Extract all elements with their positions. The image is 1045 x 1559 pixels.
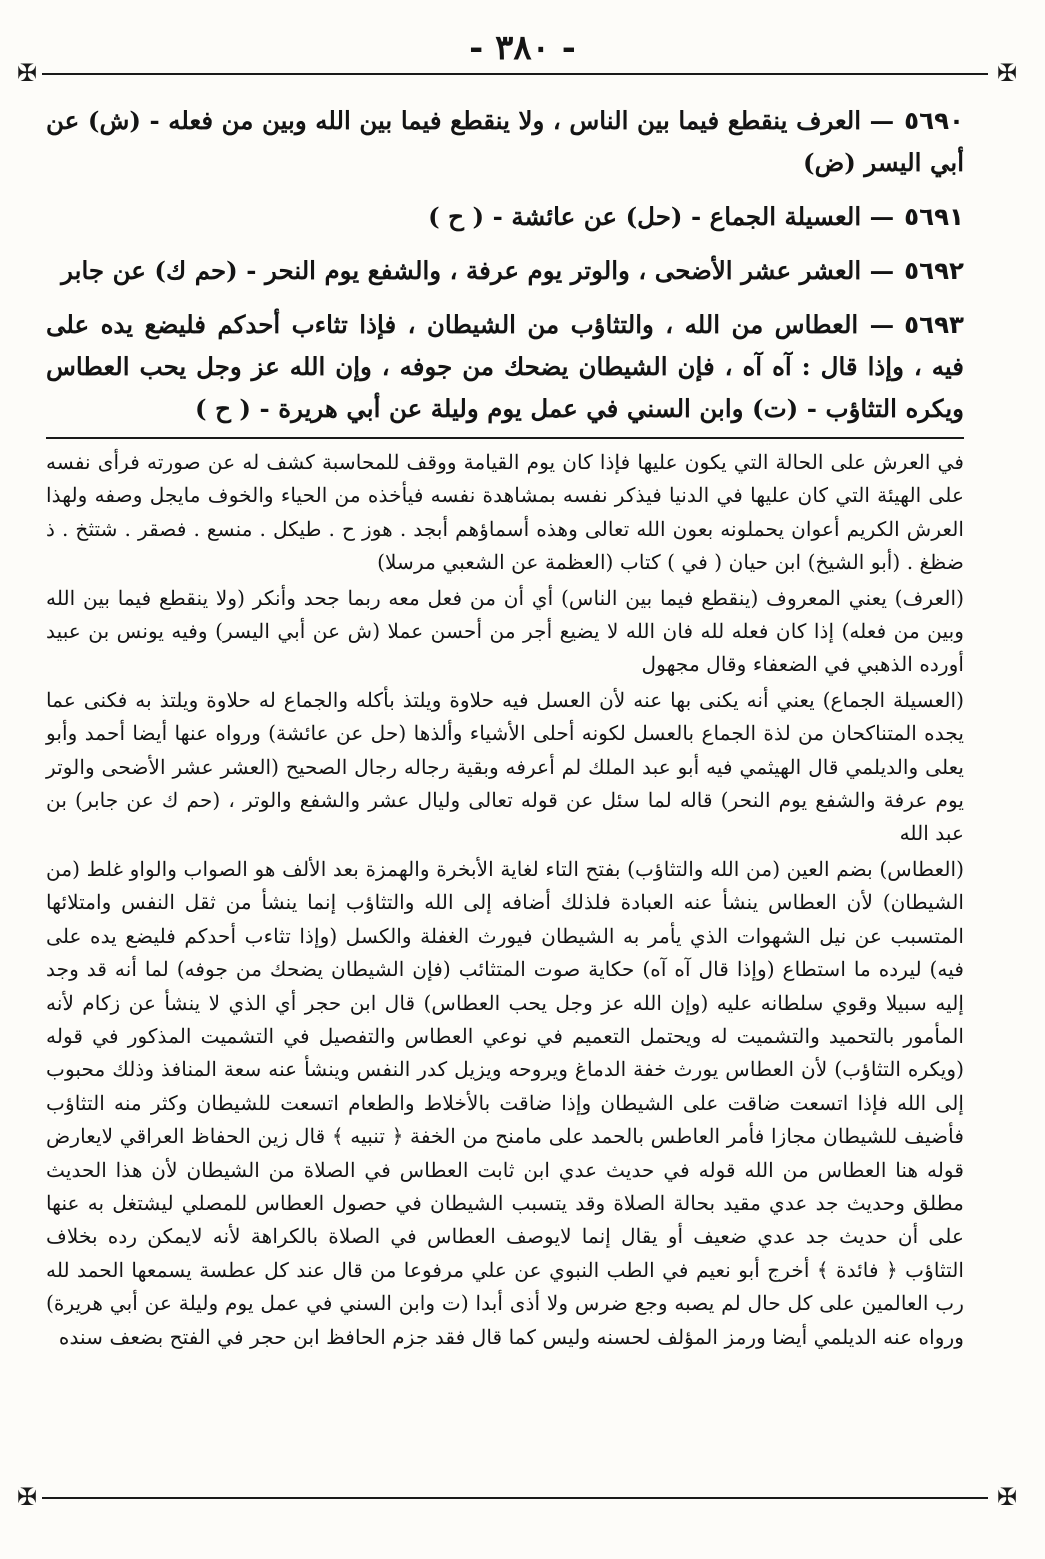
- hadith-number: ٥٦٩٢: [904, 256, 964, 285]
- corner-ornament-icon: ✠: [16, 59, 38, 87]
- hadith-section: [46, 100, 964, 442]
- commentary-paragraph: (العرف) يعني المعروف (ينقطع فيما بين الناس) أي أن من فعل معه ربما جحد وأنكر (ولا ينقطع فيما بين الله وبين من فعله) إذا كان فعله لله فان الله لا يضيع أجر من أحسن عملا (ش عن أبي اليسر) وفيه يونس بن عبيد أورده الذهبي في الضعفاء وقال مجهول: [46, 585, 964, 677]
- page-number: - ٣٨٠ -: [469, 28, 576, 68]
- commentary-paragraph: (العطاس) بضم العين (من الله والتثاؤب) بفتح التاء لغاية الأبخرة والهمزة بعد الألف هو الصواب والواو غلط (من الشيطان) لأن العطاس ينشأ عنه العبادة فلذلك أضافه إلى الله والتثاؤب إنما ينشأ من ثقل النفس وامتلائها المتسبب عن نيل الشهوات الذي يأمر به الشيطان فيورث الغفلة والكسل (وإذا تثاءب أحدكم فليضع يده على فيه) ليرده ما استطاع (وإذا قال آه آه) حكاية صوت المتثائب (فإن الشيطان يضحك من جوفه) لما أنه قد وجد إليه سبيلا وقوي سلطانه عليه (وإن الله عز وجل يحب العطاس) قال ابن حجر أي الذي لا ينشأ عن زكام لأنه المأمور بالتحميد والتشميت له ويحتمل التعميم في نوعي العطاس والتفصيل في التشميت المذكور في قوله (ويكره التثاؤب) لأن العطاس يورث خفة الدماغ ويروحه ويزيل كدر النفس وينشأ عنه سعة المنافذ وذلك محبوب إلى الله فإذا اتسعت ضاقت على الشيطان وإذا ضاقت بالأخلاط والطعام اتسعت للشيطان وكثر منه التثاؤب فأضيف للشيطان مجازا فأمر العاطس بالحمد على مامنح من الخفة ﴿ تنبيه ﴾ قال زين الحفاظ العراقي لايعارض قوله هنا العطاس من الله قوله في حديث عدي ابن ثابت العطاس في الصلاة من الشيطان لأن هذا الحديث مطلق وحديث جد عدي مقيد بحالة الصلاة وقد يتسبب الشيطان في حصول العطاس للمصلي ليشتغل به عنها على أن حديث جد عدي ضعيف أو يقال إنما لايوصف العطاس في الصلاة بالكراهة لأنه لايمكن رده بخلاف التثاؤب ﴿ فائدة ﴾ أخرج أبو نعيم في الطب النبوي عن علي مرفوعا من قال عند كل عطسة يسمعها الحمد لله رب العالمين على كل حال لم يصبه وجع ضرس ولا أذى أبدا (ت وابن السني في عمل يوم وليلة عن أبي هريرة) ورواه عنه الديلمي أيضا ورمز المؤلف لحسنه وليس كما قال فقد جزم الحافظ ابن حجر في الفتح بضعف سنده: [46, 856, 964, 1349]
- hadith-text: — العسيلة الجماع - (حل) عن عائشة - ( ح ): [428, 202, 895, 231]
- bottom-border-line: [42, 1497, 988, 1499]
- section-divider: [46, 437, 964, 439]
- hadith-entry: [46, 196, 964, 238]
- top-border-line: [42, 73, 988, 75]
- hadith-entry: [46, 100, 964, 184]
- corner-ornament-icon: ✠: [996, 59, 1018, 87]
- hadith-text: — العرف ينقطع فيما بين الناس ، ولا ينقطع فيما بين الله وبين من فعله - (ش) عن أبي اليسر (ض): [46, 106, 964, 177]
- hadith-number: ٥٦٩٠: [904, 106, 964, 135]
- corner-ornament-icon: ✠: [996, 1483, 1018, 1511]
- hadith-text: — العطاس من الله ، والتثاؤب من الشيطان ، فإذا تثاءب أحدكم فليضع يده على فيه ، وإذا قال : آه آه ، فإن الشيطان يضحك من جوفه ، وإن الله عز وجل يحب العطاس ويكره التثاؤب - (ت) وابن السني في عمل يوم وليلة عن أبي هريرة - ( ح ): [46, 310, 964, 423]
- commentary-paragraph: في العرش على الحالة التي يكون عليها فإذا كان يوم القيامة ووقف للمحاسبة كشف له عن صورته فرأى نفسه على الهيئة التي كان عليها في الدنيا فيذكر نفسه بمشاهدة نفسه فيأخذه من الحياء والخوف مايجل وصفه ولهذا العرش الكريم أعوان يحملونه بعون الله تعالى وهذه أسماؤهم أبجد . هوز ح . طيكل . منسع . فصقر . شتثخ . ذ ضظغ . (أبو الشيخ) ابن حيان ( في ) كتاب (العظمة عن الشعبي مرسلا): [46, 450, 964, 575]
- commentary-paragraph: (العسيلة الجماع) يعني أنه يكنى بها عنه لأن العسل فيه حلاوة ويلتذ بأكله والجماع له حلاوة ويلتذ به فكنى عما يجده المتناكحان من لذة الجماع بالعسل لكونه أحلى الأشياء وألذها (حل عن عائشة) ورواه عنها أيضا أحمد وأبو يعلى والديلمي قال الهيثمي فيه أبو عبد الملك لم أعرفه وبقية رجاله رجال الصحيح (العشر عشر الأضحى والوتر يوم عرفة والشفع يوم النحر) قاله لما سئل عن قوله تعالى وليال عشر والشفع والوتر ، (حم ك عن جابر) بن عبد الله: [46, 687, 964, 846]
- hadith-entry: [46, 250, 964, 292]
- corner-ornament-icon: ✠: [16, 1483, 38, 1511]
- hadith-text: — العشر عشر الأضحى ، والوتر يوم عرفة ، والشفع يوم النحر - (حم ك) عن جابر: [61, 256, 895, 285]
- hadith-number: ٥٦٩١: [904, 202, 964, 231]
- hadith-number: ٥٦٩٣: [904, 310, 964, 339]
- commentary-section: [46, 446, 964, 1356]
- hadith-entry: [46, 304, 964, 430]
